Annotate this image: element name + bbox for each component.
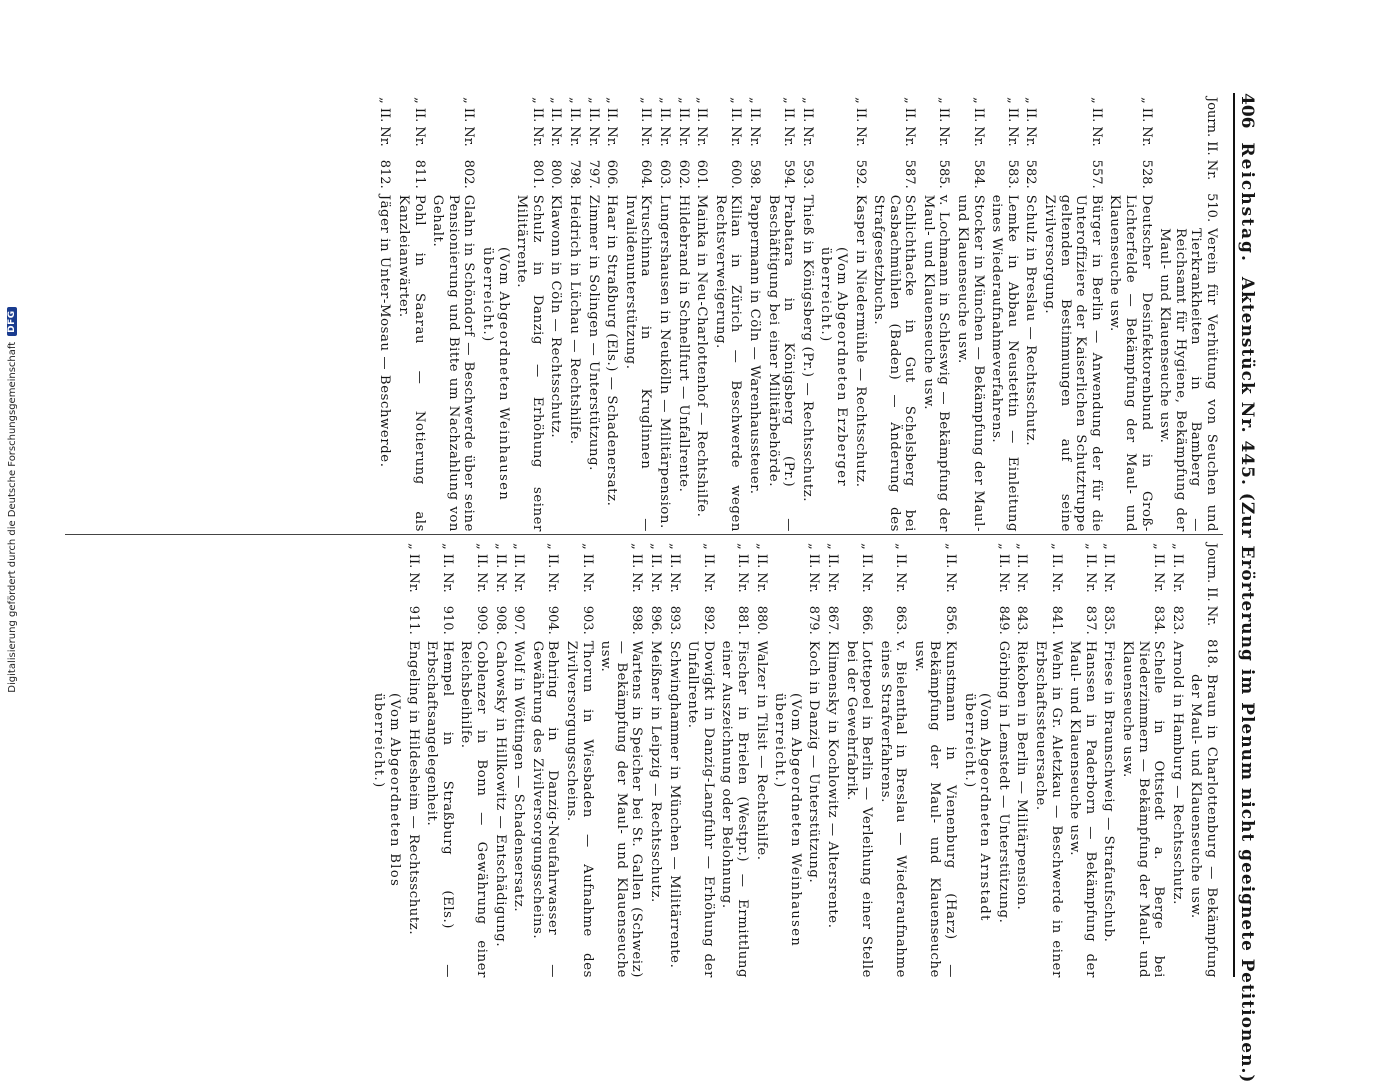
petition-text: Schulz in Breslau — Rechtsschutz. (1023, 194, 1039, 447)
petition-entry (492, 543, 508, 978)
petition-entry (585, 97, 601, 532)
journal-reference (859, 543, 875, 641)
journal-reference (439, 543, 455, 641)
petition-number: 909. (474, 605, 490, 635)
journal-reference (579, 543, 595, 641)
presenter-note: (Vom Abgeordneten Erzberger überreicht.) (818, 247, 849, 487)
petition-number: 818. (1204, 639, 1219, 669)
journal-prefix: „ II. Nr. (1088, 97, 1104, 147)
petition-entry (1157, 97, 1219, 532)
petition-text: Koch in Danzig — Unterstützung. (806, 640, 822, 884)
petition-text: Wolf in Wöttingen — Schadensersatz. (511, 640, 527, 913)
petition-text: Bürger in Berlin — Anwendung der für die Unteroffiziere der Kaiserlichen Schutztruppe geltenden Bestimmungen auf seine Zivilversorgung. (1042, 194, 1104, 532)
petition-number: 800. (548, 159, 564, 189)
petition-text: Kunstmann in Vienenburg (Harz) — Bekämpfung der Maul- und Klauenseuche usw. (911, 640, 959, 978)
journal-reference (734, 543, 750, 641)
petition-text: Schelle in Ottstedt a. Berge bei Niederzimmern — Bekämpfung der Maul- und Klauenseuche usw. (1120, 640, 1167, 978)
petition-entry (405, 543, 421, 978)
petition-text: Görbing in Lemstedt — Unterstützung. (995, 640, 1011, 924)
journal-reference (656, 97, 672, 195)
journal-reference (675, 97, 691, 195)
journal-reference (970, 97, 986, 195)
journal-prefix: „ II. Nr. (545, 543, 561, 593)
petition-text: Lungershausen in Neukölln — Militärpension. (657, 194, 672, 529)
journal-prefix: „ II. Nr. (511, 543, 527, 593)
petition-text: Schulz in Danzig — Erhöhung seiner Militärrente. (514, 194, 545, 532)
petition-entry (1014, 543, 1030, 978)
journal-reference (405, 543, 421, 641)
column-divider (65, 534, 1223, 535)
petition-text: Heidrich in Lüchau — Rechtshilfe. (567, 194, 583, 445)
petition-number: 849. (995, 605, 1011, 635)
journal-reference (824, 543, 840, 641)
petition-number: 834. (1151, 605, 1167, 635)
petition-entry (685, 543, 716, 978)
journal-reference (1082, 543, 1098, 641)
petition-text: Zimmer in Solingen — Unterstützung. (585, 194, 601, 471)
journal-prefix: „ II. Nr. (852, 97, 868, 147)
page-title: Aktenstück Nr. 445. (Zur Erörterung im Plenum nicht geeignete Petitionen.) (1237, 276, 1257, 1083)
petition-number: 841. (1048, 605, 1064, 635)
left-column (53, 97, 1219, 532)
petition-entry (877, 543, 908, 978)
petition-number: 585. (936, 159, 952, 189)
journal-prefix: „ II. Nr. (734, 543, 750, 593)
digitization-credit-strip (0, 0, 24, 1000)
petition-entry (712, 97, 743, 532)
petition-number: 880. (753, 605, 769, 635)
journal-prefix: „ II. Nr. (859, 543, 875, 593)
petition-entry (719, 543, 750, 978)
petition-text: Jäger in Unter-Mosau — Beschwerde. (377, 194, 393, 468)
presenter-note: (Vom Abgeordneten Weinhausen überreicht.) (480, 247, 511, 502)
journal-prefix: „ II. Nr. (474, 543, 490, 593)
journal-prefix: „ II. Nr. (1014, 543, 1030, 593)
petition-number: 528. (1138, 159, 1154, 189)
journal-prefix: „ II. Nr. (694, 97, 710, 147)
journal-reference (728, 97, 744, 195)
journal-reference (995, 543, 1011, 641)
petition-text: Kruschinna in Kruglinnen — Invalidenunterstützung. (622, 194, 654, 532)
petition-text: Behring in Danzig-Neufahrwasser — Gewährung des Zivilversorgungsscheins. (529, 640, 561, 978)
petition-number: 601. (694, 159, 710, 189)
petition-entry (799, 97, 815, 532)
journal-reference (647, 543, 663, 641)
journal-reference (1151, 543, 1167, 641)
petition-text: Wehn in Gr. Aletzkau — Beschwerde in einer Erbschaftssteuersache. (1033, 640, 1064, 978)
petition-text: Glahn in Schöndorf — Beschwerde über seine Pensionierung und Bitte um Nachzahlung von Gehalt. (430, 194, 477, 532)
petition-number: 910. (439, 605, 455, 635)
journal-reference (492, 543, 508, 641)
petition-entry (1067, 543, 1098, 978)
journal-reference (1169, 543, 1185, 641)
petition-entry (666, 543, 682, 978)
scanned-page-area (40, 80, 1280, 1083)
petition-text: v. Bielenthal in Breslau — Wiederaufnahme eines Strafverfahrens. (877, 640, 909, 978)
journal-reference (529, 97, 545, 195)
petition-number: 802. (461, 159, 477, 189)
journal-prefix: „ II. Nr. (1023, 97, 1039, 147)
petition-number: 811. (411, 159, 427, 189)
journal-prefix: „ II. Nr. (675, 97, 691, 147)
petition-entry (1023, 97, 1039, 532)
petition-entry (1032, 543, 1063, 978)
petition-entry (871, 97, 918, 532)
journal-prefix: „ II. Nr. (585, 97, 601, 147)
journal-prefix: „ II. Nr. (579, 543, 595, 593)
journal-reference (411, 97, 427, 195)
petition-number: 594. (781, 159, 797, 189)
journal-reference (545, 543, 561, 641)
publication-name: Reichstag. (1237, 142, 1257, 263)
right-column (53, 543, 1219, 978)
journal-reference (746, 97, 762, 195)
petition-number: 801. (529, 159, 545, 189)
petition-text: Verein für Verhütung von Seuchen und Tierkrankheiten in Bamberg — Reichsamt für Hygiene, Bekämpfung der Maul- und Klauenseuche usw. (1157, 228, 1219, 532)
petition-text: Cahowsky in Hillkowitz — Entschädigung. (492, 640, 508, 948)
petition-entry (377, 97, 393, 532)
dfg-logo: DFG (7, 307, 17, 336)
journal-reference (1023, 97, 1039, 195)
presenter-note: (Vom Abgeordneten Blos überreicht.) (371, 693, 403, 888)
petition-entry (1188, 543, 1219, 978)
journal-prefix: „ II. Nr. (1138, 97, 1154, 147)
journal-prefix: „ II. Nr. (439, 543, 455, 593)
journal-prefix: „ II. Nr. (1169, 543, 1185, 593)
petition-text: Hempel in Straßburg (Els.) — Erbschaftsangelegenheit. (424, 640, 455, 978)
journal-reference (1014, 543, 1030, 641)
petition-text: Klimensky in Kochlowitz — Altersrente. (824, 640, 840, 929)
journal-prefix: „ II. Nr. (638, 97, 654, 147)
petition-number: 583. (1004, 159, 1020, 189)
journal-prefix: „ II. Nr. (1151, 543, 1167, 593)
journal-prefix: „ II. Nr. (728, 97, 744, 147)
petition-number: 510. (1204, 193, 1219, 223)
petition-text: Schwinghammer in München — Militärrente. (666, 640, 682, 969)
petition-number: 867. (824, 605, 840, 635)
journal-reference (1088, 97, 1104, 195)
petition-text: Thieß in Königsberg (Pr.) — Rechtsschutz. (799, 194, 815, 503)
petition-number: 606. (604, 159, 620, 189)
petition-entry (566, 97, 582, 532)
petition-text: v. Lochmann in Schleswig — Bekämpfung der Maul- und Klauenseuche usw. (920, 194, 952, 532)
journal-reference (781, 97, 797, 195)
page-number: 406 (1237, 93, 1257, 129)
petition-number: 587. (902, 159, 918, 189)
petition-number: 911. (405, 605, 421, 635)
journal-reference (1004, 97, 1020, 195)
petition-entry (622, 97, 653, 532)
journal-prefix: „ II. Nr. (1048, 543, 1064, 593)
petition-text: Braun in Charlottenburg — Bekämpfung der Maul- und Klauenseuche usw. (1188, 674, 1219, 978)
petition-number: 881. (734, 605, 750, 635)
petition-number: 907. (511, 605, 527, 635)
petition-entry (824, 543, 840, 978)
journal-reference (902, 97, 918, 195)
digitization-credit-text: Digitalisierung gefördert durch die Deutsche Forschungsgemeinschaft (6, 341, 18, 693)
journal-prefix: „ II. Nr. (657, 97, 672, 147)
petition-entry (989, 97, 1020, 532)
journal-reference (461, 97, 477, 195)
journal-reference (604, 97, 620, 195)
petition-number: 903. (579, 605, 595, 635)
petition-entry (1107, 97, 1154, 532)
petition-number: 837. (1082, 605, 1098, 635)
journal-prefix: „ II. Nr. (567, 97, 583, 147)
petition-entry (995, 543, 1011, 978)
journal-prefix: „ II. Nr. (936, 97, 952, 147)
journal-reference (799, 97, 815, 195)
journal-reference (585, 97, 601, 195)
petition-text: Arnold in Hamburg — Rechtsschutz. (1169, 640, 1185, 905)
petition-text: Pappermann in Cöln — Warenhaussteuer. (746, 194, 762, 495)
petition-entry (511, 543, 527, 978)
journal-prefix: „ II. Nr. (1082, 543, 1098, 593)
petition-entry (647, 543, 663, 978)
petition-text: Kasper in Niedermühle — Rechtsschutz. (852, 194, 868, 488)
petition-text: Riekoben in Berlin — Militärpension. (1014, 640, 1030, 911)
petition-entry (656, 97, 672, 532)
journal-reference (566, 97, 582, 195)
journal-reference (1138, 97, 1154, 195)
petition-number: 582. (1023, 159, 1039, 189)
petition-number: 797. (585, 159, 601, 189)
petition-number: 603. (657, 159, 672, 189)
journal-reference (1101, 543, 1117, 641)
petition-text: Wartens in Speicher bei St. Gallen (Schweiz) — Bekämpfung der Maul- und Klauenseuche usw. (598, 640, 645, 978)
petition-text: Hildebrand in Schnellfurt — Unfallrente. (675, 194, 691, 493)
petition-number: 798. (567, 159, 583, 189)
presenter-note: (Vom Abgeordneten Weinhausen überreicht.) (772, 693, 803, 948)
journal-prefix: „ II. Nr. (943, 543, 959, 593)
petition-text: Coblenzer in Bonn — Gewährung einer Reichsbeihilfe. (458, 640, 490, 978)
journal-prefix: „ II. Nr. (461, 97, 477, 147)
petition-entry (746, 97, 762, 532)
journal-reference (377, 97, 393, 195)
petition-number: 908. (492, 605, 508, 635)
journal-prefix: „ II. Nr. (548, 97, 564, 147)
petition-text: Fischer in Brielen (Westpr.) — Ermittlung einer Auszeichnung oder Belohnung. (719, 640, 750, 978)
petition-text: Mainka in Neu-Charlottenhof — Rechtshilfe. (694, 194, 710, 518)
petition-entry (514, 97, 545, 532)
petition-number: 904. (545, 605, 561, 635)
petition-number: 843. (1014, 605, 1030, 635)
journal-prefix: „ II. Nr. (492, 543, 508, 593)
petition-number: 898. (629, 605, 645, 635)
petition-text: Lottepoel in Berlin — Verleihung einer Stelle bei der Gewehrfabrik. (843, 640, 875, 978)
petition-number: 593. (799, 159, 815, 189)
petition-number: 866. (859, 605, 875, 635)
journal-reference (694, 97, 710, 195)
journal-prefix: Journ. II. Nr. (1204, 543, 1219, 627)
petition-text: Friese in Braunschweig — Strafaufschub. (1101, 640, 1117, 943)
journal-reference (629, 543, 645, 641)
petition-text: Engeling in Hildesheim — Rechtsschutz. (405, 640, 421, 936)
journal-prefix: „ II. Nr. (529, 97, 545, 147)
petition-text: Lemke in Abbau Neustettin — Einleitung eines Wiederaufnahmeverfahrens. (989, 194, 1020, 532)
petition-text: Hanssen in Paderborn — Bekämpfung der Maul- und Klauenseuche usw. (1067, 640, 1098, 978)
journal-prefix: „ II. Nr. (666, 543, 682, 593)
page-header (1233, 93, 1265, 1083)
petition-entry (843, 543, 874, 978)
petition-entry (955, 97, 986, 532)
petition-number: 557. (1088, 159, 1104, 189)
petition-entry (911, 543, 958, 978)
petition-number: 584. (970, 159, 986, 189)
petition-text: Thorun in Wiesbaden — Aufnahme des Zivilversorgungsscheins. (564, 640, 595, 978)
petition-entry (920, 97, 951, 532)
journal-reference (753, 543, 769, 641)
petition-text: Meißner in Leipzig — Rechtsschutz. (648, 640, 663, 903)
petition-number: 892. (700, 605, 716, 635)
journal-prefix: „ II. Nr. (970, 97, 986, 147)
petition-number: 856. (943, 605, 959, 635)
journal-reference (806, 543, 822, 641)
petition-text: Dowigkt in Danzig-Langfuhr — Erhöhung der Unfallrente. (685, 640, 716, 978)
petition-text: Klawonn in Cöln — Rechtsschutz. (548, 194, 564, 439)
petition-number: 893. (666, 605, 682, 635)
petition-entry (396, 97, 427, 532)
journal-prefix: „ II. Nr. (604, 97, 620, 147)
petition-number: 592. (852, 159, 868, 189)
petition-entry (1041, 97, 1103, 532)
journal-prefix: „ II. Nr. (746, 97, 762, 147)
petition-entry (604, 97, 620, 532)
petition-entry (598, 543, 645, 978)
petition-entry (852, 97, 868, 532)
journal-reference (852, 97, 868, 195)
petition-number: 812. (377, 159, 393, 189)
petition-number: 863. (893, 605, 909, 635)
journal-prefix: „ II. Nr. (893, 543, 909, 593)
journal-reference (473, 543, 489, 641)
journal-reference (700, 543, 716, 641)
petition-text: Haar in Straßburg (Els.) — Schadenersatz. (604, 194, 620, 507)
petition-text: Prabatara in Königsberg (Pr.) — Beschäftigung bei einer Militärbehörde. (765, 194, 797, 532)
document-page (45, 85, 1275, 1083)
petition-entry (675, 97, 691, 532)
journal-prefix: „ II. Nr. (902, 97, 918, 147)
journal-prefix: „ II. Nr. (377, 97, 393, 147)
petition-entry (1101, 543, 1117, 978)
journal-prefix: „ II. Nr. (405, 543, 421, 593)
journal-reference (638, 97, 654, 195)
petition-number: 823. (1169, 605, 1185, 635)
journal-prefix: „ II. Nr. (799, 97, 815, 147)
petition-number: 879. (806, 605, 822, 635)
petition-entry (1119, 543, 1166, 978)
petition-text: Kilian in Zürich — Beschwerde wegen Rechtsverweigerung. (712, 194, 744, 532)
presenter-note: (Vom Abgeordneten Arnstadt überreicht.) (961, 693, 993, 922)
petition-number: 604. (638, 159, 654, 189)
journal-prefix: „ II. Nr. (1004, 97, 1020, 147)
journal-reference (548, 97, 564, 195)
petition-number: 896. (648, 605, 663, 635)
petition-entry (563, 543, 594, 978)
petition-entry (753, 543, 769, 978)
journal-prefix: „ II. Nr. (411, 97, 427, 147)
petition-entry (424, 543, 455, 978)
petition-entry (694, 97, 710, 532)
journal-prefix: „ II. Nr. (753, 543, 769, 593)
petition-entry (806, 543, 822, 978)
petition-number: 600. (728, 159, 744, 189)
petition-entry (548, 97, 564, 532)
journal-reference (511, 543, 527, 641)
petition-number: 598. (746, 159, 762, 189)
petition-number: 602. (675, 159, 691, 189)
journal-reference (1203, 543, 1219, 674)
journal-prefix: Journ. II. Nr. (1204, 97, 1219, 181)
journal-reference (666, 543, 682, 641)
journal-prefix: „ II. Nr. (1101, 543, 1117, 593)
journal-reference (1203, 97, 1219, 228)
journal-reference (893, 543, 909, 641)
petition-text: Pohl in Saarau — Notierung als Kanzleianwärter. (396, 194, 427, 532)
journal-prefix: „ II. Nr. (781, 97, 797, 147)
journal-reference (943, 543, 959, 641)
journal-prefix: „ II. Nr. (824, 543, 840, 593)
petition-text: Deutscher Desinfektorenbund in Groß-Lichterfelde — Bekämpfung der Maul- und Klauenseuche usw. (1107, 194, 1154, 532)
journal-prefix: „ II. Nr. (629, 543, 645, 593)
petition-entry (430, 97, 477, 532)
petition-number: 835. (1101, 605, 1117, 635)
petition-entry (1169, 543, 1185, 978)
journal-prefix: „ II. Nr. (995, 543, 1011, 593)
petition-entry (765, 97, 796, 532)
journal-reference (936, 97, 952, 195)
petition-text: Schlichthacke in Gut Schelsberg bei Casbachmühlen (Baden) — Änderung des Strafgesetzbuchs. (871, 194, 918, 532)
journal-prefix: „ II. Nr. (700, 543, 716, 593)
journal-prefix: „ II. Nr. (806, 543, 822, 593)
petition-entry (529, 543, 560, 978)
petition-entry (458, 543, 489, 978)
petition-text: Stocker in München — Bekämpfung der Maul- und Klauenseuche usw. (955, 194, 986, 532)
petition-text: Walzer in Tilsit — Rechtshilfe. (753, 640, 769, 861)
journal-reference (1048, 543, 1064, 641)
journal-prefix: „ II. Nr. (648, 543, 663, 593)
